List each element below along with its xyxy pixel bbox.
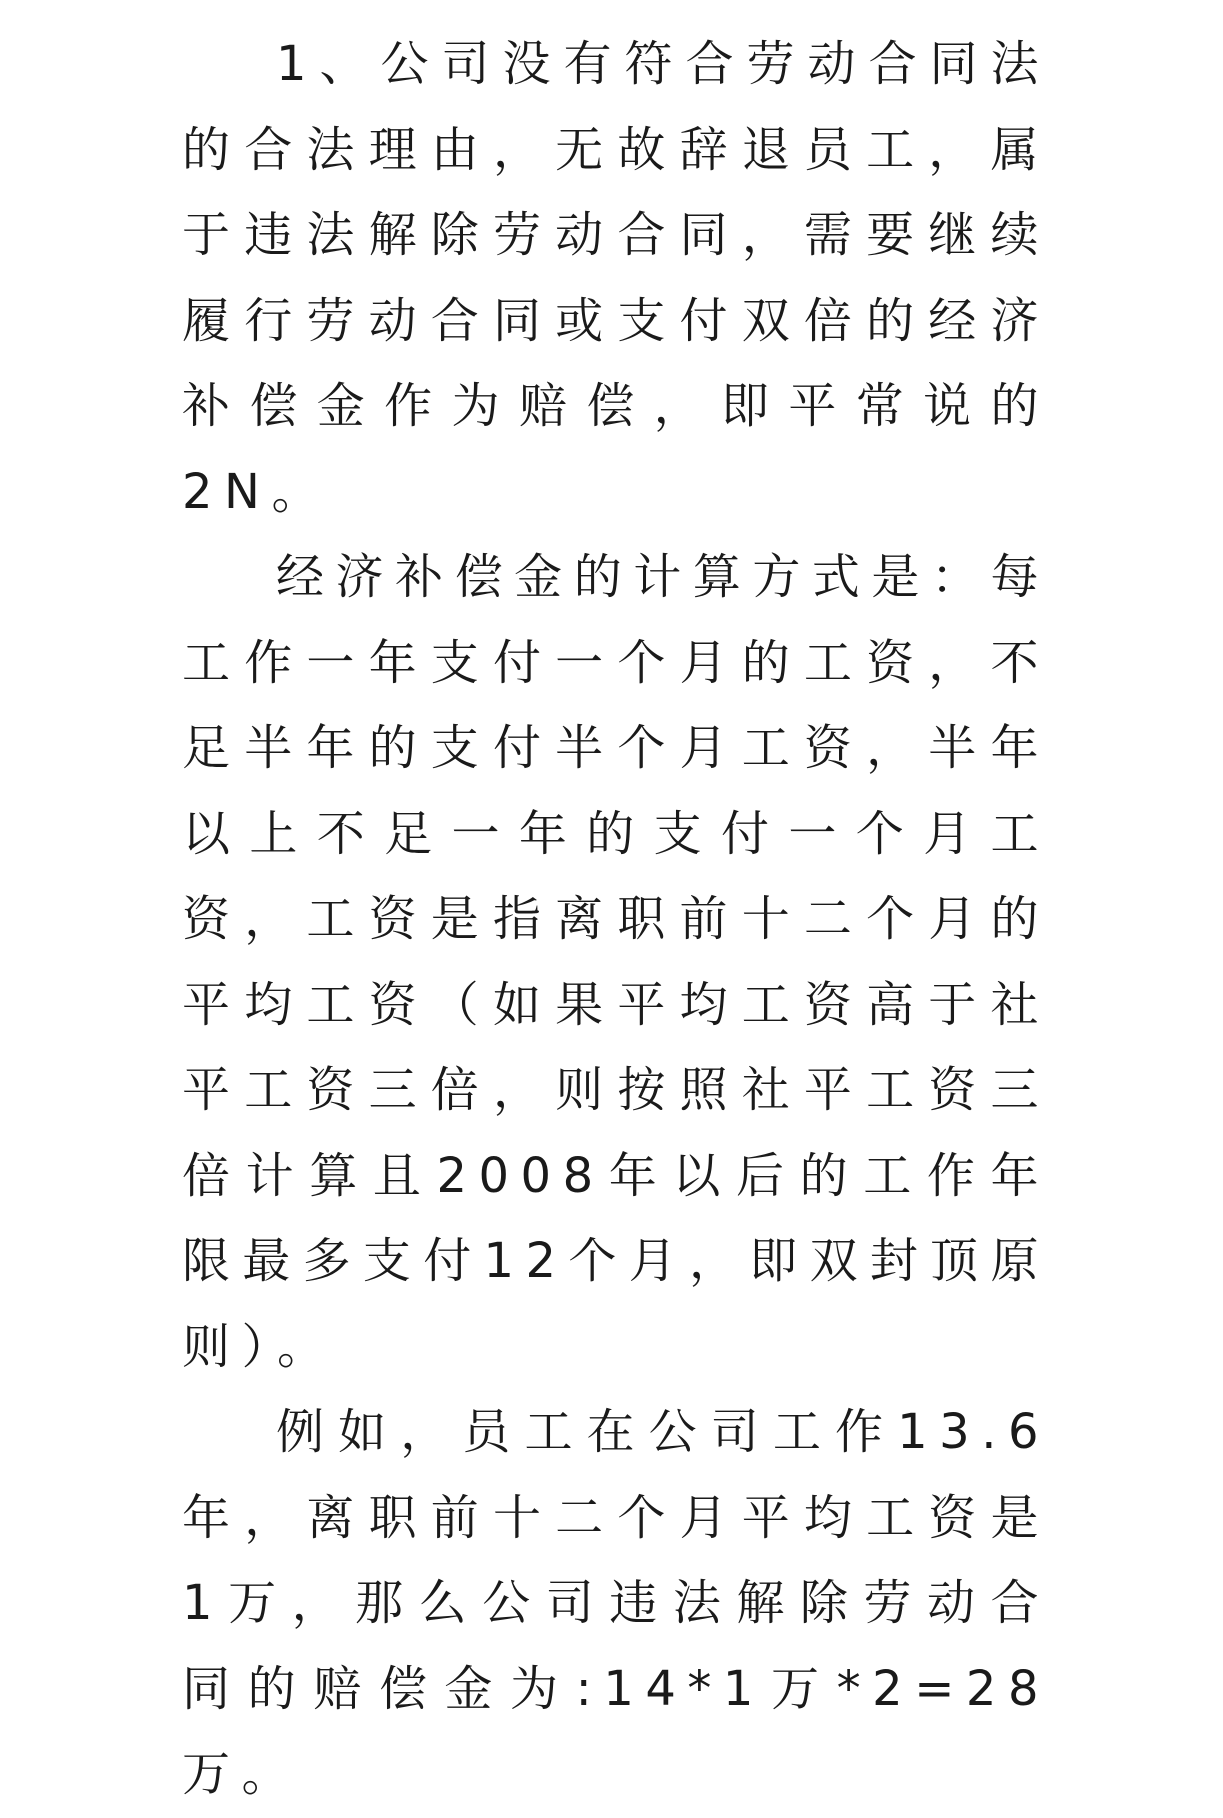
paragraph-illegal-dismissal: 1、公司没有符合劳动合同法的合法理由，无故辞退员工，属于违法解除劳动合同，需要继续履行劳动合同或支付双倍的经济补偿金作为赔偿，即平常说的2N。 <box>182 36 1050 520</box>
paragraph-example: 例如，员工在公司工作13.6年，离职前十二个月平均工资是1万，那么公司违法解除劳动合同的赔偿金为:14*1万*2=28万。 <box>182 1404 1050 1802</box>
paragraph-compensation-calculation: 经济补偿金的计算方式是：每工作一年支付一个月的工资，不足半年的支付半个月工资，半年以上不足一年的支付一个月工资，工资是指离职前十二个月的平均工资（如果平均工资高于社平工资三倍，则按照社平工资三倍计算且2008年以后的工作年限最多支付12个月，即双封顶原则）。 <box>182 549 1050 1375</box>
document-body <box>182 0 1050 1818</box>
